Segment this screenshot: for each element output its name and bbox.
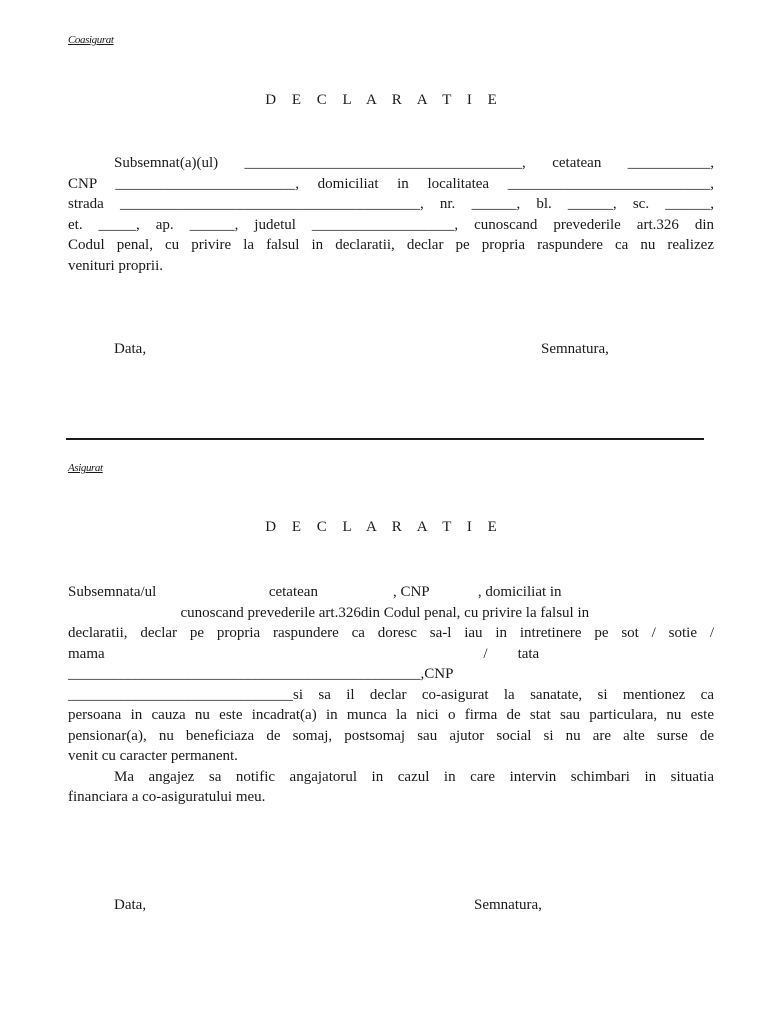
body1-line: et. _____, ap. ______, judetul ___________________, cunoscand prevederile art.326 din [68, 216, 714, 233]
body2-line: persoana in cauza nu este incadrat(a) in munca la nici o firma de stat sau particulara, nu este [68, 707, 714, 723]
body2-line: pensionar(a), nu beneficiaza de somaj, postsomaj sau ajutor social si nu are alte surse de [68, 727, 714, 744]
body2-line: cunoscand prevederile art.326din Codul penal, cu privire la falsul in [68, 604, 590, 621]
body2-line: Ma angajez sa notific angajatorul in cazul in care intervin schimbari in situatia [114, 768, 714, 785]
coasigurat-tag: Coasigurat [68, 34, 114, 46]
date-label-1: Data, [114, 341, 147, 357]
body1-line: Subsemnat(a)(ul) _____________________________________, cetatean ___________, [114, 155, 714, 171]
body2-line: venit cu caracter permanent. [68, 748, 238, 764]
body2-line: ______________________________si sa il declar co-asigurat la sanatate, si mentionez ca [68, 686, 714, 703]
declaration-body-1 [68, 153, 714, 276]
body2-line: Subsemnata/ul cetatean , CNP , domiciliat in [68, 584, 562, 600]
section-divider [66, 438, 704, 440]
body1-line: strada ________________________________________, nr. ______, bl. ______, sc. ______, [68, 196, 714, 212]
asigurat-tag: Asigurat [68, 462, 103, 474]
body1-line: Codul penal, cu privire la falsul in declaratii, declar pe propria raspundere ca nu realizez [68, 237, 714, 253]
date-label-2: Data, [114, 897, 147, 913]
signature-label-2: Semnatura, [474, 897, 542, 913]
declaration-title-2: D E C L A R A T I E [265, 519, 503, 535]
body2-line: mama / tata [68, 645, 540, 662]
declaration-body-2 [68, 582, 714, 808]
body2-line: financiara a co-asiguratului meu. [68, 789, 266, 805]
declaration-title-1: D E C L A R A T I E [265, 92, 503, 108]
body2-line: _______________________________________________,CNP [68, 666, 454, 682]
body1-line: venituri proprii. [68, 257, 163, 274]
signature-label-1: Semnatura, [541, 341, 609, 357]
body1-line: CNP ________________________, domiciliat in localitatea ___________________________, [68, 175, 714, 192]
body2-line: declaratii, declar pe propria raspundere ca doresc sa-l iau in intretinere pe sot / sotie / [68, 625, 714, 641]
